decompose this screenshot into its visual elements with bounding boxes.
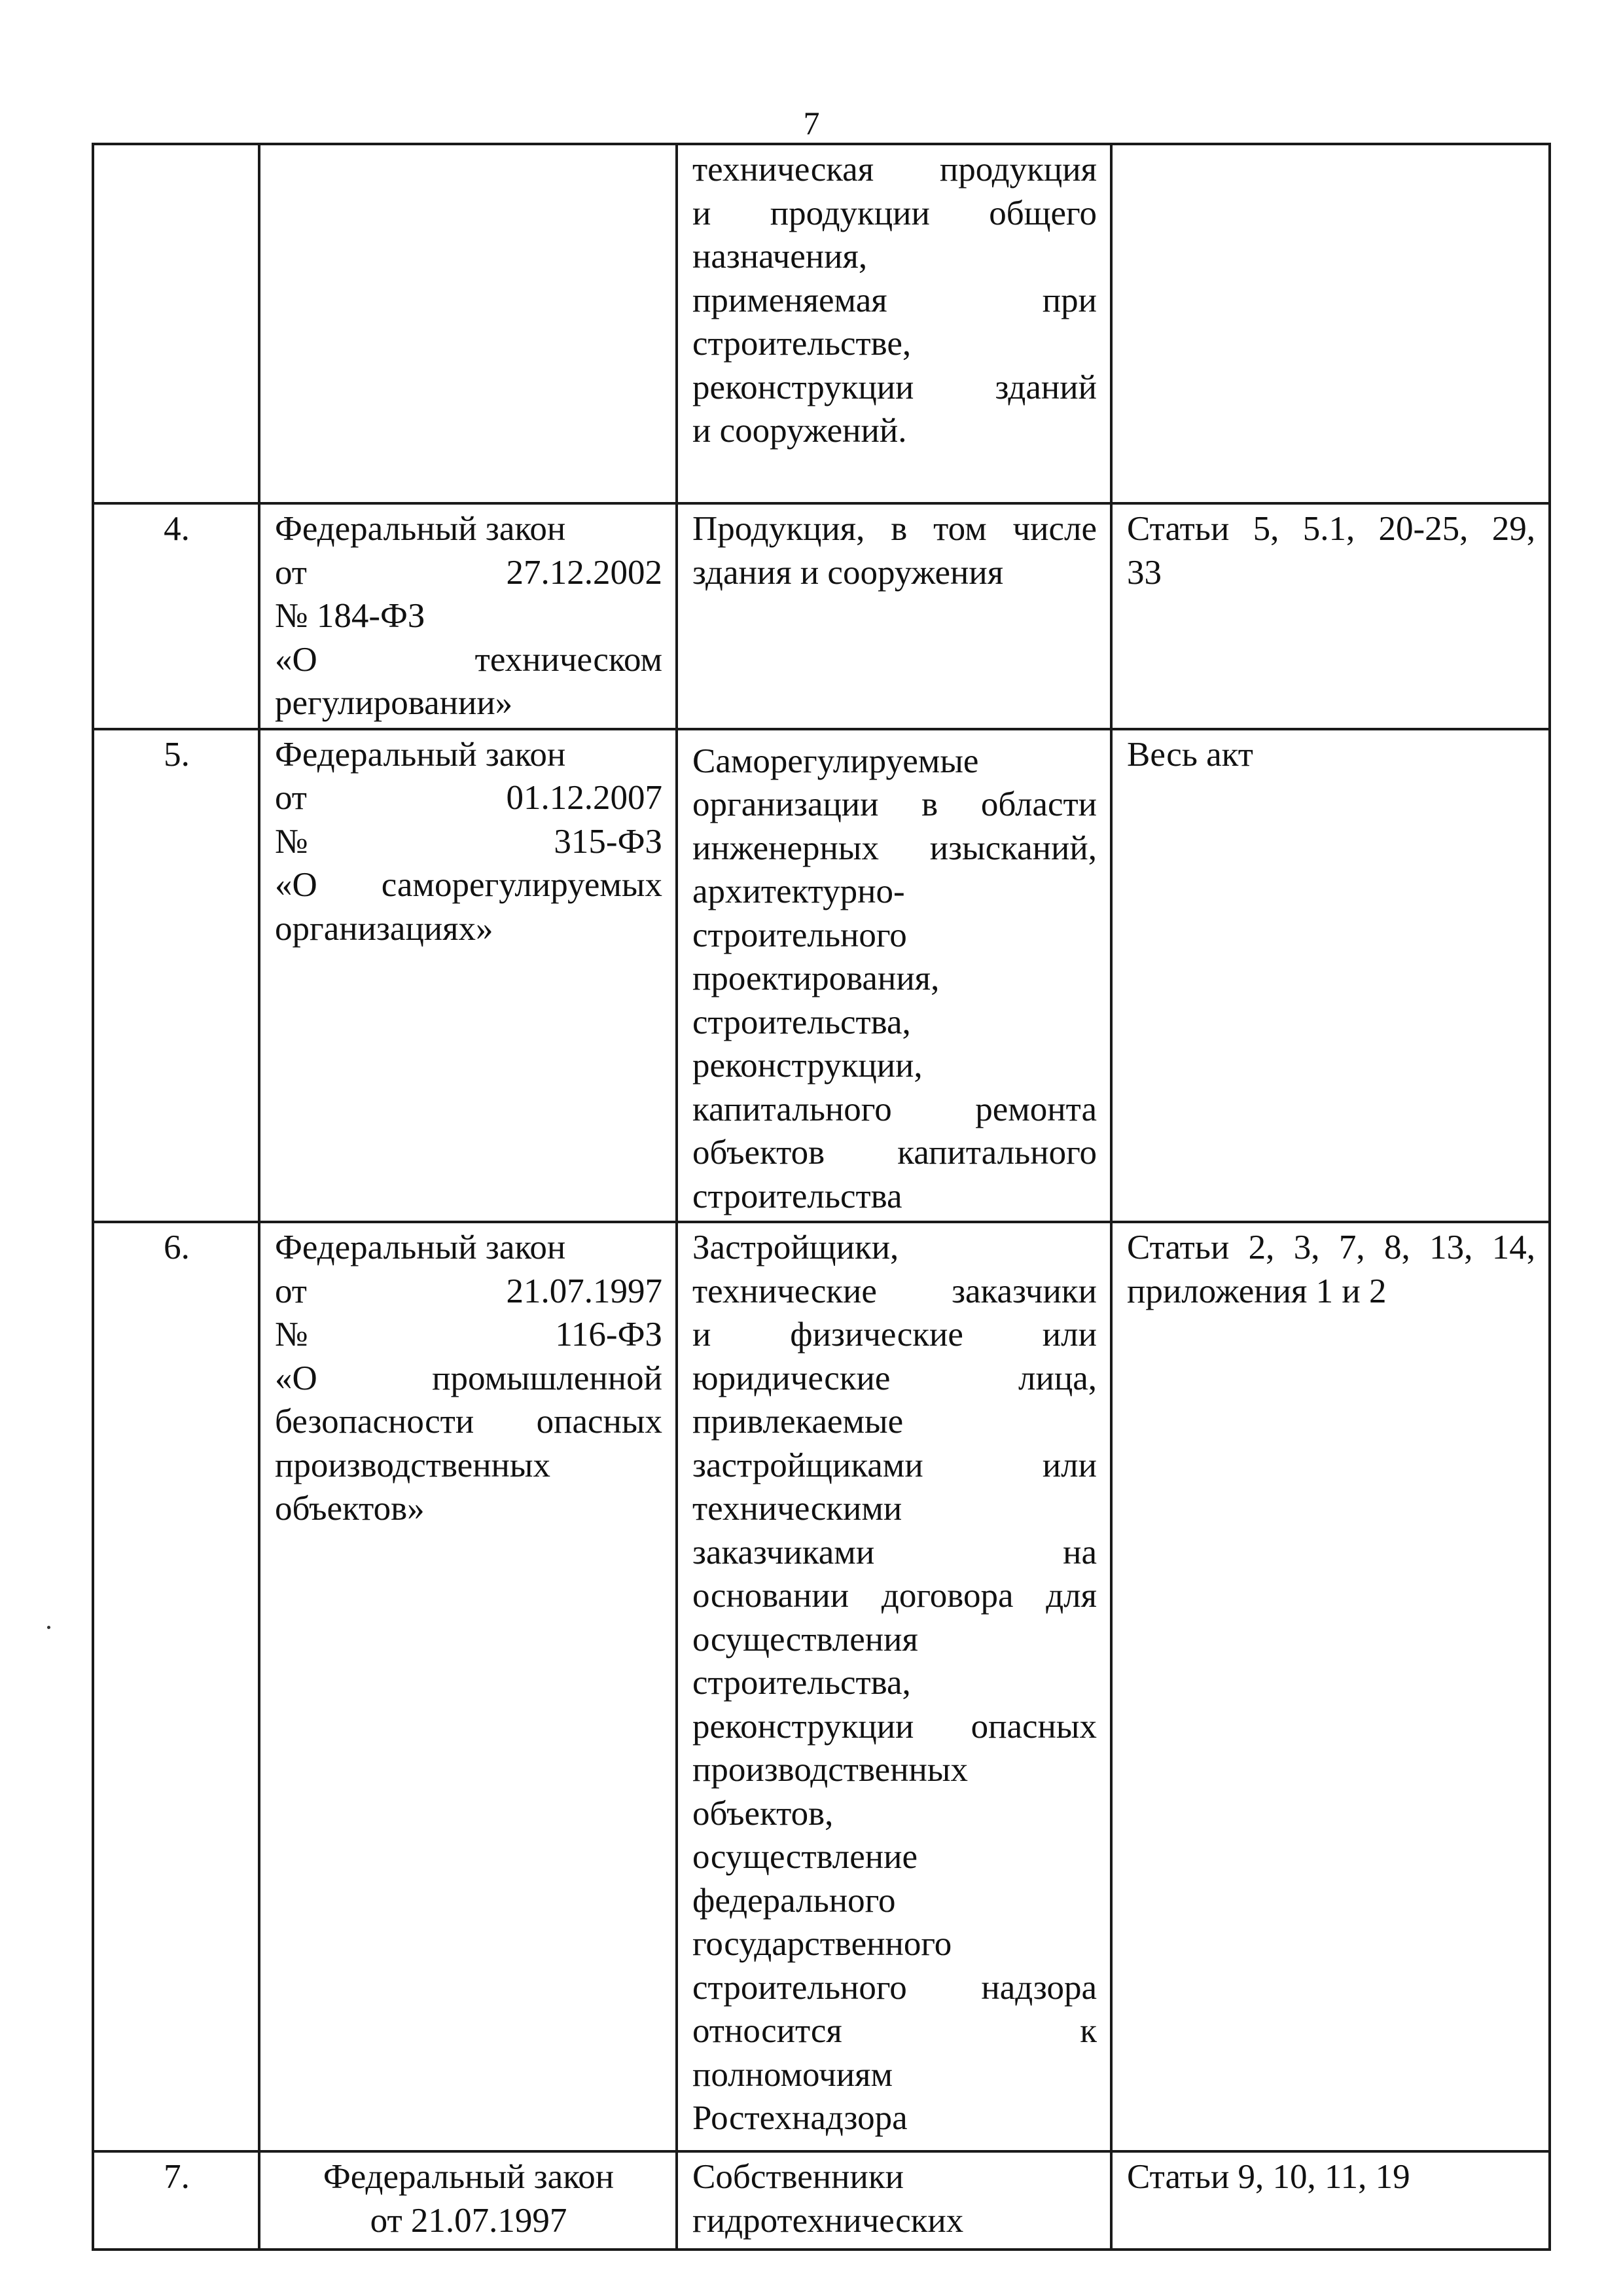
subject-text-line <box>692 1966 1097 2010</box>
row-number-cell <box>93 144 259 503</box>
law-text-word: от <box>275 779 307 817</box>
subject-text-line: Собственники <box>692 2158 904 2196</box>
law-text-word: 21.07.1997 <box>506 1272 662 1310</box>
law-text-line <box>275 638 662 682</box>
articles-cell <box>1111 503 1550 729</box>
subject-text-line <box>692 1357 1097 1401</box>
subject-text-line: государственного <box>692 1925 952 1963</box>
law-text-line: организациях» <box>275 909 493 948</box>
law-text-word: от <box>275 1272 307 1310</box>
scan-artifact-dot <box>47 1626 50 1629</box>
subject-text-line: реконструкции, <box>692 1047 923 1085</box>
subject-text-word: и <box>692 194 711 232</box>
row-number-cell <box>93 503 259 729</box>
subject-text-word: заказчиками <box>692 1533 875 1571</box>
subject-text-line: Застройщики, <box>692 1229 899 1266</box>
row-number-cell <box>93 729 259 1223</box>
articles-cell <box>1111 144 1550 503</box>
subject-text-line <box>692 1131 1097 1175</box>
row-number: 6. <box>164 1229 190 1266</box>
subject-text-word: при <box>1042 281 1097 319</box>
articles-cell <box>1111 729 1550 1223</box>
table-row <box>93 144 1550 503</box>
subject-text-word: ремонта <box>975 1090 1097 1128</box>
subject-text-word: в <box>891 510 908 548</box>
subject-text-word: опасных <box>971 1707 1097 1746</box>
law-cell <box>259 144 677 503</box>
articles-text-line: 33 <box>1127 553 1162 592</box>
articles-cell <box>1111 2151 1550 2250</box>
law-text-word: № <box>275 822 308 861</box>
articles-text-word: 7, <box>1338 1229 1365 1266</box>
subject-text-line <box>692 1088 1097 1132</box>
subject-text-word: застройщиками <box>692 1446 923 1484</box>
subject-text-word: строительного <box>692 1968 907 2007</box>
subject-text-word: применяемая <box>692 281 887 319</box>
subject-text-word: объектов <box>692 1134 825 1172</box>
law-text-line <box>275 551 662 595</box>
subject-text-line: Ростехнадзора <box>692 2099 908 2137</box>
subject-text-line <box>692 1444 1097 1488</box>
row-number-cell <box>93 2151 259 2250</box>
subject-text-line <box>692 507 1097 551</box>
law-cell <box>259 503 677 729</box>
law-text-line <box>275 863 662 907</box>
law-text-line: регулировании» <box>275 684 513 722</box>
subject-text-word: том <box>933 510 987 548</box>
law-text-word: «О <box>275 1359 317 1397</box>
subject-text-word: зданий <box>995 368 1097 406</box>
articles-text-line: Весь акт <box>1127 735 1253 774</box>
law-cell <box>259 729 677 1223</box>
subject-text-line: полномочиям <box>692 2055 893 2094</box>
subject-text-line: производственных <box>692 1751 969 1789</box>
subject-text-word: техническая <box>692 151 874 188</box>
subject-text-line: осуществление <box>692 1838 918 1876</box>
subject-cell <box>677 503 1111 729</box>
articles-text-word: 14, <box>1491 1229 1535 1266</box>
subject-text-line: строительства <box>692 1177 902 1215</box>
subject-text-word: надзора <box>981 1968 1097 2007</box>
regulation-table <box>92 143 1551 2251</box>
subject-text-line <box>692 1313 1097 1357</box>
subject-text-word: на <box>1063 1533 1097 1571</box>
subject-text-word: физические <box>790 1316 963 1354</box>
subject-text-line: привлекаемые <box>692 1403 904 1441</box>
articles-text-line: Статьи 9, 10, 11, 19 <box>1127 2158 1410 2196</box>
articles-text-word: 3, <box>1293 1229 1320 1266</box>
articles-text-word: Статьи <box>1127 1229 1230 1266</box>
law-text-word: промышленной <box>432 1359 662 1397</box>
law-text-word: техническом <box>474 640 662 679</box>
articles-text-word: 13, <box>1429 1229 1473 1266</box>
law-text-line: от 21.07.1997 <box>370 2201 567 2240</box>
subject-text-line: проектирования, <box>692 960 940 997</box>
subject-text-line: гидротехнических <box>692 2201 964 2240</box>
law-text-word: саморегулируемых <box>381 866 662 904</box>
table-row <box>93 2151 1550 2250</box>
subject-cell <box>677 144 1111 503</box>
subject-text-word: юридические <box>692 1359 891 1397</box>
articles-text-line <box>1127 1226 1535 1270</box>
law-text-line: Федеральный закон <box>275 510 566 548</box>
law-text-word: 315-ФЗ <box>554 822 662 861</box>
subject-text-word: продукция <box>939 151 1097 188</box>
page-number: 7 <box>803 105 820 141</box>
subject-text-line <box>692 148 1097 192</box>
articles-text-line: приложения 1 и 2 <box>1127 1272 1387 1310</box>
subject-text-line <box>692 827 1097 870</box>
subject-text-line: строительства, <box>692 1003 911 1041</box>
law-cell <box>259 2151 677 2250</box>
subject-text-word: капитального <box>897 1134 1097 1172</box>
law-text-word: «О <box>275 866 317 904</box>
subject-text-line <box>692 1531 1097 1575</box>
law-text-line <box>275 1400 662 1444</box>
subject-text-word: изысканий, <box>929 829 1097 867</box>
articles-text-word: 5, <box>1253 510 1279 548</box>
law-text-word: от <box>275 553 307 592</box>
law-text-word: 01.12.2007 <box>506 779 662 817</box>
subject-text-line <box>692 2009 1097 2053</box>
subject-text-word: капитального <box>692 1090 892 1128</box>
law-text-line: Федеральный закон <box>275 1229 566 1266</box>
law-text-word: «О <box>275 640 317 679</box>
subject-text-line: объектов, <box>692 1794 834 1833</box>
law-text-line <box>275 820 662 864</box>
table-row <box>93 1222 1550 2151</box>
subject-text-line: осуществления <box>692 1620 918 1659</box>
subject-text-word: к <box>1080 2012 1097 2050</box>
law-text-line: объектов» <box>275 1490 425 1528</box>
subject-text-line <box>692 1270 1097 1314</box>
subject-text-word: инженерных <box>692 829 880 867</box>
subject-text-line <box>692 279 1097 323</box>
law-text-word: 27.12.2002 <box>506 553 662 592</box>
articles-text-word: 20-25, <box>1378 510 1469 548</box>
row-number-cell <box>93 1222 259 2151</box>
subject-text-word: относится <box>692 2012 842 2050</box>
subject-text-word: договора <box>881 1577 1014 1615</box>
law-text-line <box>275 776 662 820</box>
subject-cell <box>677 1222 1111 2151</box>
subject-text-word: области <box>980 785 1097 823</box>
subject-text-line <box>692 192 1097 236</box>
law-text-line: Федеральный закон <box>323 2158 615 2196</box>
law-text-word: безопасности <box>275 1403 474 1441</box>
subject-text-line <box>692 783 1097 827</box>
articles-text-line <box>1127 507 1535 551</box>
subject-text-line: техническими <box>692 1490 902 1528</box>
subject-text-word: в <box>921 785 938 823</box>
law-text-word: опасных <box>536 1403 662 1441</box>
subject-cell <box>677 2151 1111 2250</box>
law-text-line: № 184-ФЗ <box>275 597 425 635</box>
law-text-word: 116-ФЗ <box>555 1316 662 1354</box>
subject-text-line <box>692 1574 1097 1618</box>
table-body <box>93 144 1550 2250</box>
subject-text-word: лица, <box>1018 1359 1097 1397</box>
subject-text-line <box>692 366 1097 410</box>
subject-text-word: продукции <box>770 194 930 232</box>
subject-text-line: архитектурно- <box>692 872 905 910</box>
subject-text-word: общего <box>989 194 1097 232</box>
subject-text-line: строительстве, <box>692 325 912 363</box>
law-text-word: № <box>275 1316 308 1354</box>
law-text-line <box>275 1270 662 1314</box>
articles-text-word: 2, <box>1248 1229 1275 1266</box>
subject-text-word: или <box>1042 1446 1097 1484</box>
subject-text-word: заказчики <box>952 1272 1097 1310</box>
law-text-line: производственных <box>275 1446 551 1484</box>
subject-text-word: и <box>692 1316 711 1354</box>
subject-text-line: назначения, <box>692 238 868 276</box>
subject-text-line: строительного <box>692 916 907 954</box>
subject-text-word: основании <box>692 1577 849 1615</box>
row-number: 4. <box>164 510 190 548</box>
subject-text-word: реконструкции <box>692 1707 914 1746</box>
subject-text-line <box>692 1705 1097 1749</box>
subject-text-word: числе <box>1012 510 1097 548</box>
subject-text-line: строительства, <box>692 1664 911 1702</box>
table-row <box>93 729 1550 1223</box>
subject-text-line: и сооружений. <box>692 412 907 450</box>
row-number: 7. <box>164 2158 190 2196</box>
articles-cell <box>1111 1222 1550 2151</box>
subject-text-line: здания и сооружения <box>692 553 1004 592</box>
articles-text-word: 8, <box>1384 1229 1410 1266</box>
subject-text-line: Саморегулируемые <box>692 742 979 780</box>
table-row <box>93 503 1550 729</box>
law-text-line: Федеральный закон <box>275 735 566 774</box>
subject-text-word: Продукция, <box>692 510 865 548</box>
articles-text-word: 5.1, <box>1302 510 1355 548</box>
subject-text-word: технические <box>692 1272 877 1310</box>
subject-text-line: федерального <box>692 1881 896 1920</box>
articles-text-word: 29, <box>1491 510 1535 548</box>
law-text-line <box>275 1357 662 1401</box>
subject-text-word: организации <box>692 785 879 823</box>
row-number: 5. <box>164 735 190 774</box>
law-cell <box>259 1222 677 2151</box>
subject-text-word: или <box>1042 1316 1097 1354</box>
subject-text-word: для <box>1046 1577 1097 1615</box>
subject-text-word: реконструкции <box>692 368 914 406</box>
subject-cell <box>677 729 1111 1223</box>
law-text-line <box>275 1313 662 1357</box>
articles-text-word: Статьи <box>1127 510 1230 548</box>
